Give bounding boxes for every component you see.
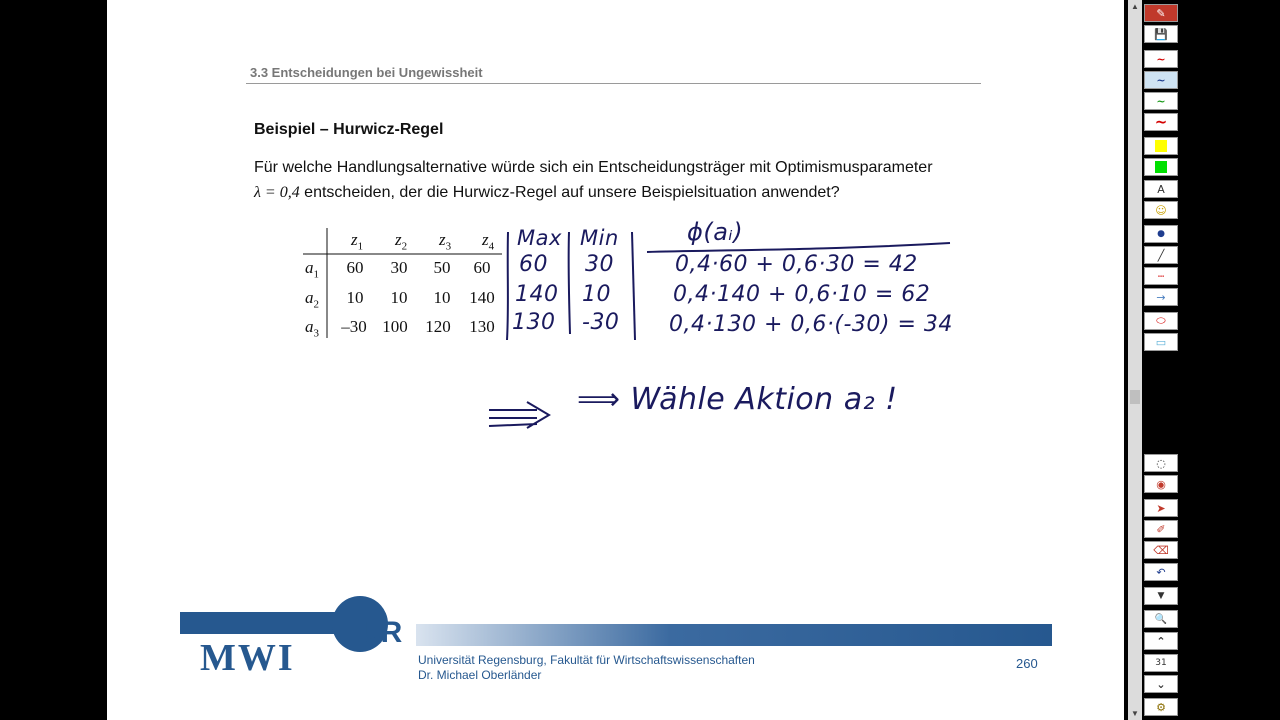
table-cell: 10: [346, 288, 364, 307]
page-up-button[interactable]: [1144, 632, 1178, 650]
dropdown-icon: ▼: [1157, 591, 1165, 601]
hand-conclusion: ⟹ Wähle Aktion a₂ !: [577, 382, 898, 417]
hand-max-value: 130: [512, 310, 556, 335]
row-label-a1: $a_1$: [305, 258, 319, 281]
page-number-value: 31: [1155, 658, 1167, 668]
mwi-logo: MWI: [200, 637, 295, 679]
question-line2: entscheiden, der die Hurwicz-Regel auf unsere Beispielsituation anwendet?: [299, 184, 840, 201]
eraser-strip-button[interactable]: [1144, 333, 1178, 351]
save-icon: 💾: [1154, 27, 1168, 41]
col-header-z2: $z_2$: [394, 230, 408, 253]
lasso-icon: ◌: [1156, 456, 1166, 470]
eraser-icon: ◉: [1156, 477, 1166, 491]
table-cell: 60: [473, 258, 491, 277]
pen-green-icon: ~: [1156, 94, 1166, 108]
text-tool-button[interactable]: [1144, 180, 1178, 198]
pen-blue-button[interactable]: [1144, 71, 1178, 89]
slide-footer: [180, 596, 1050, 686]
hand-calc-a1: 0,4·60 + 0,6·30 = 42: [675, 252, 918, 277]
footer-author: Dr. Michael Oberländer: [418, 668, 542, 682]
zoom-button[interactable]: [1144, 610, 1178, 628]
row-label-a2: $a_2$: [305, 288, 319, 311]
page-down-icon: ⌄: [1156, 677, 1166, 691]
highlighter-green-icon: [1155, 161, 1167, 173]
footer-band-left: [180, 612, 340, 634]
lasso-button[interactable]: [1144, 454, 1178, 472]
settings-button[interactable]: [1144, 698, 1178, 716]
hand-max-header: Max: [517, 226, 562, 250]
hand-min-value: 10: [582, 282, 611, 307]
hand-min-value: -30: [582, 310, 620, 335]
pointer-icon: ➤: [1156, 501, 1166, 515]
highlighter-yellow-icon: [1155, 140, 1167, 152]
ellipse-button[interactable]: [1144, 312, 1178, 330]
slide-page-number: 260: [1016, 656, 1038, 671]
stamp-button[interactable]: [1144, 201, 1178, 219]
arrow-icon: →: [1156, 290, 1166, 304]
pen-red-thick-icon: ~: [1154, 113, 1168, 131]
hand-min-header: Min: [580, 226, 619, 250]
hand-calc-a3: 0,4·130 + 0,6·(-30) = 34: [669, 312, 953, 337]
table-cell: 60: [346, 258, 364, 277]
hand-min-value: 30: [585, 252, 614, 277]
line-button[interactable]: [1144, 246, 1178, 264]
highlighter-yellow-button[interactable]: [1144, 137, 1178, 155]
section-title: 3.3 Entscheidungen bei Ungewissheit: [250, 65, 483, 80]
footer-institution: Universität Regensburg, Fakultät für Wirtschaftswissenschaften: [418, 653, 755, 667]
hand-max-value: 140: [515, 282, 559, 307]
highlighter-green-button[interactable]: [1144, 158, 1178, 176]
scrollbar-thumb[interactable]: [1130, 390, 1140, 404]
pen-eraser-icon: ✐: [1156, 522, 1166, 536]
footer-band-right: [416, 624, 1052, 646]
scroll-down-icon[interactable]: ▼: [1131, 709, 1139, 718]
page-down-button[interactable]: [1144, 675, 1178, 693]
pen-menu-button[interactable]: [1144, 4, 1178, 22]
table-cell: 130: [469, 317, 495, 336]
eraser-button[interactable]: [1144, 475, 1178, 493]
pen-green-button[interactable]: [1144, 92, 1178, 110]
pen-red-thin-icon: ~: [1156, 52, 1166, 66]
example-heading: Beispiel – Hurwicz-Regel: [254, 121, 444, 138]
table-cell: 10: [433, 288, 451, 307]
dashed-line-icon: ┄: [1157, 269, 1165, 283]
table-cell: 120: [425, 317, 451, 336]
eraser-strip-icon: ▭: [1155, 335, 1167, 349]
pen-red-thick-button[interactable]: [1144, 113, 1178, 131]
annotation-toolbar: [1142, 0, 1180, 720]
question-line1: Für welche Handlungsalternative würde sich ein Entscheidungsträger mit Optimismusparameter: [254, 159, 933, 176]
delete-icon: ⌫: [1153, 543, 1169, 557]
col-header-z3: $z_3$: [438, 230, 452, 253]
text-tool-icon: A: [1157, 182, 1165, 196]
page-up-icon: ⌃: [1156, 634, 1166, 648]
table-cell: 100: [382, 317, 408, 336]
pen-eraser-button[interactable]: [1144, 520, 1178, 538]
pen-menu-icon: ✎: [1156, 6, 1166, 20]
ur-logo-text: UR: [360, 616, 402, 649]
table-cell: 30: [390, 258, 408, 277]
pen-blue-icon: ~: [1156, 73, 1166, 87]
undo-icon: ↶: [1156, 565, 1166, 579]
slide-page: [107, 0, 1124, 720]
ellipse-icon: ⬭: [1156, 314, 1166, 327]
settings-icon: ⚙: [1156, 700, 1166, 714]
dot-button[interactable]: [1144, 225, 1178, 243]
table-cell: –30: [341, 317, 367, 336]
stamp-icon: ☺: [1155, 203, 1167, 217]
scroll-up-icon[interactable]: ▲: [1131, 2, 1139, 11]
page-number-field[interactable]: [1144, 654, 1178, 672]
zoom-icon: 🔍: [1154, 613, 1168, 625]
line-icon: ╱: [1157, 248, 1165, 262]
table-cell: 140: [469, 288, 495, 307]
hand-phi-header: ϕ(aᵢ): [687, 218, 744, 246]
pointer-button[interactable]: [1144, 499, 1178, 517]
col-header-z4: $z_4$: [481, 230, 495, 253]
dashed-line-button[interactable]: [1144, 267, 1178, 285]
vertical-scrollbar[interactable]: [1128, 0, 1142, 720]
dot-icon: ●: [1157, 229, 1165, 239]
hand-max-value: 60: [519, 252, 548, 277]
undo-button[interactable]: [1144, 563, 1178, 581]
row-label-a3: $a_3$: [305, 317, 319, 340]
save-button[interactable]: [1144, 25, 1178, 43]
dropdown-button[interactable]: [1144, 587, 1178, 605]
arrow-button[interactable]: [1144, 288, 1178, 306]
hand-calc-a2: 0,4·140 + 0,6·10 = 62: [673, 282, 931, 307]
lambda-value: λ = 0,4: [254, 184, 300, 201]
table-cell: 10: [390, 288, 408, 307]
table-cell: 50: [433, 258, 451, 277]
col-header-z1: $z_1$: [350, 230, 364, 253]
pen-red-thin-button[interactable]: [1144, 50, 1178, 68]
delete-button[interactable]: [1144, 541, 1178, 559]
